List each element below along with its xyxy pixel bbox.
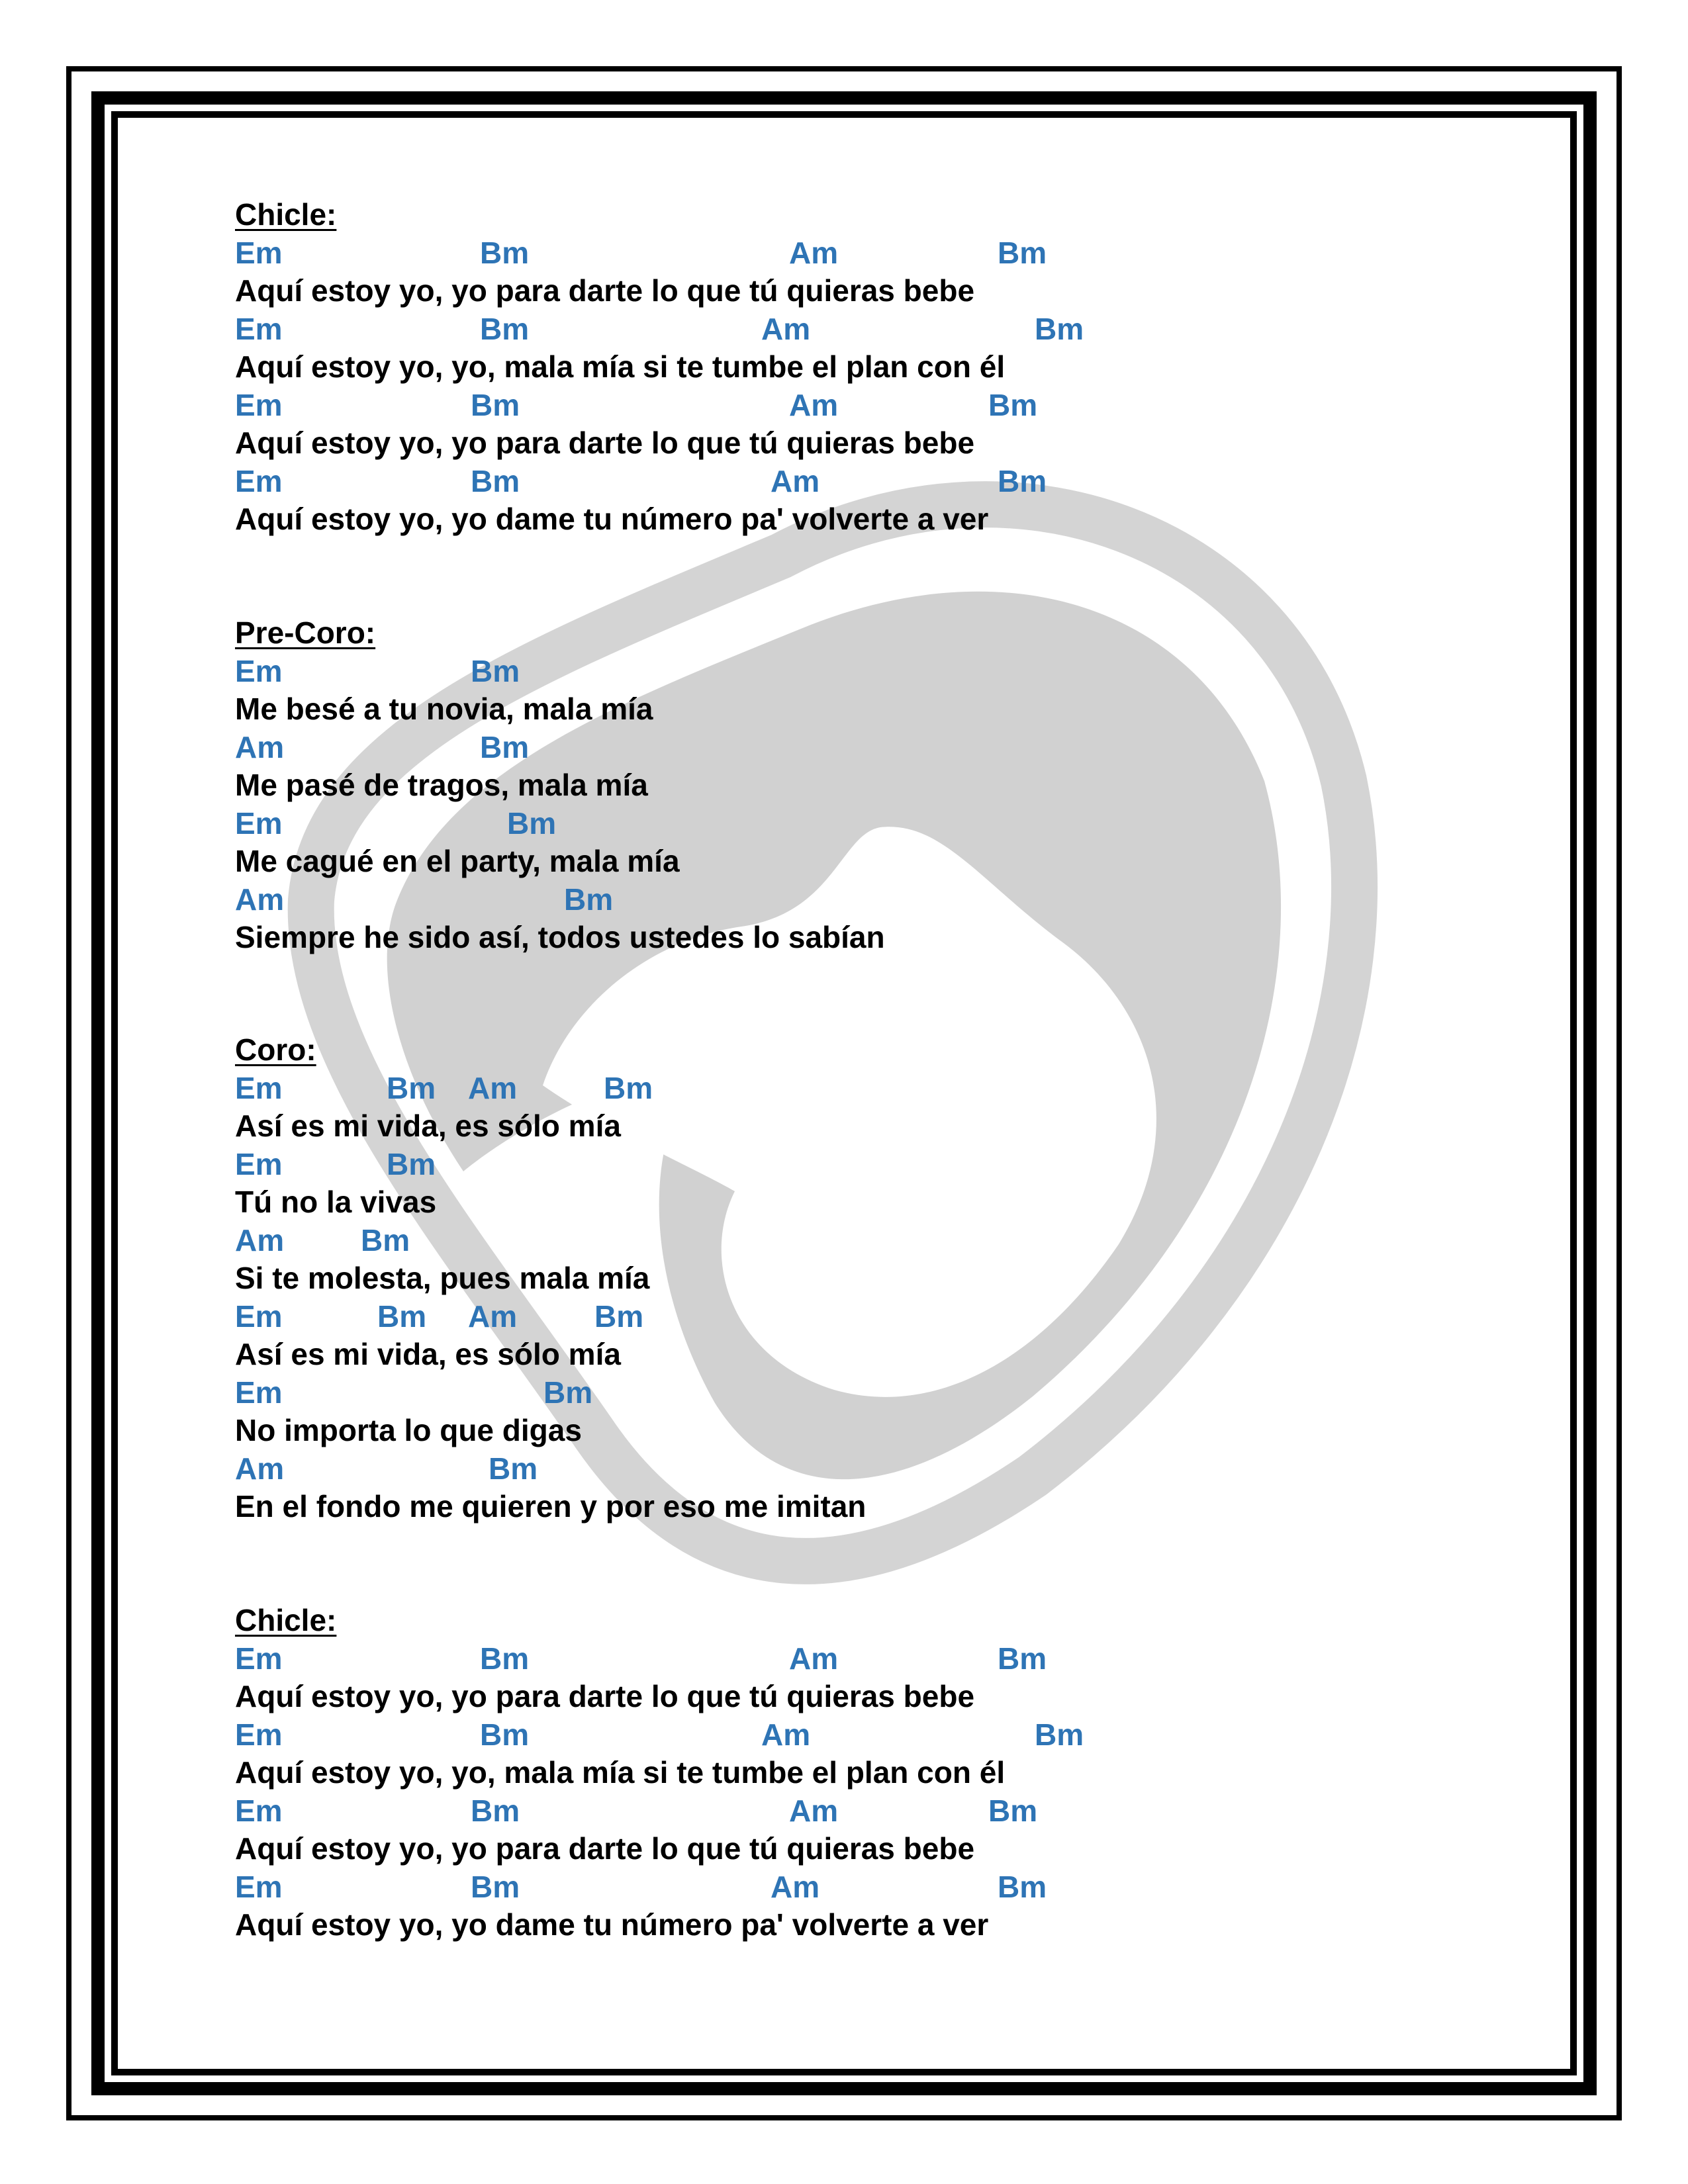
chord: Em	[235, 1375, 283, 1410]
section-title: Coro:	[235, 1032, 316, 1067]
chord-row	[235, 310, 1493, 347]
chord-row	[235, 1298, 1493, 1335]
chord: Am	[235, 1222, 285, 1257]
lyric-line: No importa lo que digas	[235, 1413, 582, 1447]
chord: Bm	[998, 235, 1047, 270]
chord: Bm	[361, 1222, 410, 1257]
chord: Bm	[471, 1793, 520, 1828]
chord: Em	[235, 1298, 283, 1334]
chord-row	[235, 387, 1493, 424]
chord: Em	[235, 463, 283, 498]
lyric-line: Si te molesta, pues mala mía	[235, 1261, 650, 1295]
chord: Bm	[387, 1146, 436, 1181]
lyric-line: Me besé a tu novia, mala mía	[235, 692, 653, 726]
chord-row	[235, 1716, 1493, 1753]
section-title: Chicle:	[235, 197, 337, 232]
chord: Am	[771, 1869, 820, 1904]
lyric-line: Aquí estoy yo, yo dame tu número pa' volverte a ver	[235, 502, 989, 536]
chord-row	[235, 1374, 1493, 1411]
chord-row	[235, 1868, 1493, 1905]
lyric-line: Me cagué en el party, mala mía	[235, 844, 680, 878]
chord: Bm	[1035, 311, 1084, 346]
lyric-line: Aquí estoy yo, yo, mala mía si te tumbe el plan con él	[235, 349, 1006, 384]
chord: Em	[235, 311, 283, 346]
chord: Em	[235, 1869, 283, 1904]
chord: Am	[468, 1298, 518, 1334]
lyric-line: Aquí estoy yo, yo para darte lo que tú quieras bebe	[235, 1679, 975, 1713]
section-title: Chicle:	[235, 1603, 337, 1637]
chord: Bm	[471, 653, 520, 688]
chord-row	[235, 234, 1493, 271]
chord: Em	[235, 1070, 283, 1105]
chord: Em	[235, 1717, 283, 1752]
chord: Bm	[480, 311, 530, 346]
chord: Am	[771, 463, 820, 498]
chord: Em	[235, 653, 283, 688]
lyric-line: Siempre he sido así, todos ustedes lo sabían	[235, 920, 885, 954]
lyrics-sheet	[235, 0, 1493, 2184]
chord: Em	[235, 1641, 283, 1676]
chord: Bm	[988, 1793, 1038, 1828]
chord: Em	[235, 1793, 283, 1828]
chord-row	[235, 881, 1493, 918]
chord-row	[235, 1222, 1493, 1259]
chord: Em	[235, 1146, 283, 1181]
chord: Bm	[998, 1869, 1047, 1904]
lyric-line: Aquí estoy yo, yo para darte lo que tú quieras bebe	[235, 426, 975, 460]
chord: Bm	[604, 1070, 653, 1105]
chord: Am	[761, 1717, 811, 1752]
lyric-line: Tú no la vivas	[235, 1185, 437, 1219]
chord: Am	[235, 1451, 285, 1486]
chord: Am	[789, 1641, 839, 1676]
chord: Em	[235, 235, 283, 270]
chord: Am	[789, 1793, 839, 1828]
chord: Bm	[471, 463, 520, 498]
chord-row	[235, 805, 1493, 842]
chord-row	[235, 1792, 1493, 1829]
lyric-line: Así es mi vida, es sólo mía	[235, 1109, 621, 1143]
chord: Em	[235, 387, 283, 422]
chord: Am	[789, 235, 839, 270]
chord-row	[235, 1146, 1493, 1183]
lyric-line: Aquí estoy yo, yo dame tu número pa' volverte a ver	[235, 1907, 989, 1942]
lyric-line: Me pasé de tragos, mala mía	[235, 768, 648, 802]
chord: Bm	[387, 1070, 436, 1105]
chord: Bm	[543, 1375, 593, 1410]
chord-row	[235, 1640, 1493, 1677]
chord: Bm	[480, 1717, 530, 1752]
chord: Bm	[471, 1869, 520, 1904]
chord: Am	[761, 311, 811, 346]
chord: Bm	[489, 1451, 538, 1486]
chord: Bm	[480, 235, 530, 270]
chord: Bm	[471, 387, 520, 422]
chord: Am	[789, 387, 839, 422]
chord-row	[235, 653, 1493, 690]
chord: Bm	[564, 882, 614, 917]
chord: Bm	[998, 1641, 1047, 1676]
chord: Bm	[998, 463, 1047, 498]
chord-row	[235, 1069, 1493, 1107]
chord: Em	[235, 805, 283, 841]
chord: Am	[468, 1070, 518, 1105]
lyric-line: Aquí estoy yo, yo, mala mía si te tumbe el plan con él	[235, 1755, 1006, 1790]
chord: Bm	[594, 1298, 644, 1334]
chord: Bm	[480, 1641, 530, 1676]
chord: Bm	[1035, 1717, 1084, 1752]
chord-row	[235, 1450, 1493, 1487]
chord: Bm	[480, 729, 530, 764]
chord-row	[235, 463, 1493, 500]
section-title: Pre-Coro:	[235, 615, 376, 650]
chord: Bm	[377, 1298, 427, 1334]
lyric-line: En el fondo me quieren y por eso me imitan	[235, 1489, 867, 1524]
lyric-line: Aquí estoy yo, yo para darte lo que tú quieras bebe	[235, 273, 975, 308]
lyric-line: Así es mi vida, es sólo mía	[235, 1337, 621, 1371]
chord-row	[235, 729, 1493, 766]
chord: Bm	[507, 805, 557, 841]
chord: Am	[235, 729, 285, 764]
lyric-line: Aquí estoy yo, yo para darte lo que tú quieras bebe	[235, 1831, 975, 1866]
chord: Am	[235, 882, 285, 917]
chord: Bm	[988, 387, 1038, 422]
